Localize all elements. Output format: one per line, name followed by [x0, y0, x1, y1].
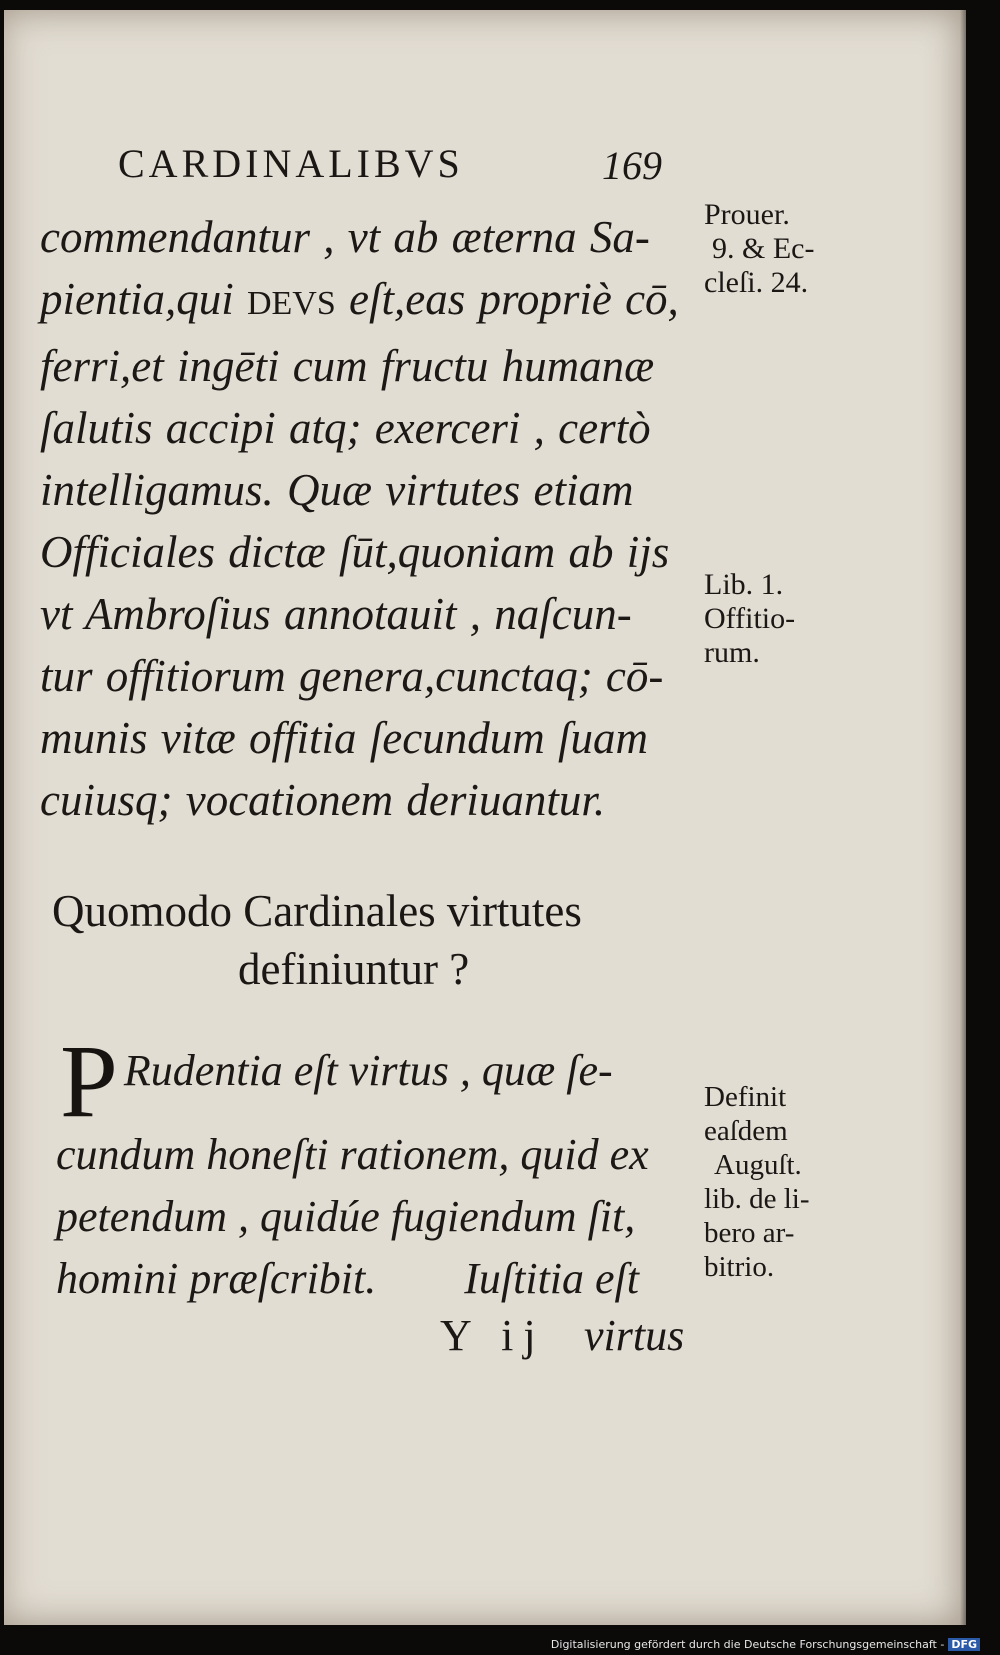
margin-line: Definit — [704, 1081, 787, 1113]
margin-line: cleſi. 24. — [704, 266, 809, 299]
margin-line: rum. — [704, 636, 760, 669]
margin-line: 9. & Ec- — [712, 232, 815, 265]
catchword: virtus — [584, 1311, 685, 1360]
margin-note-augustinus — [704, 1080, 810, 1284]
text-line: cundum honeſti rationem, quid ex — [56, 1130, 649, 1179]
text-line — [40, 707, 700, 769]
margin-line: bitrio. — [704, 1251, 775, 1283]
margin-note-ambrosius — [704, 568, 795, 670]
margin-line: Lib. 1. — [704, 568, 784, 601]
text-line — [40, 521, 700, 583]
dfg-logo: DFG — [948, 1638, 980, 1651]
signature-mark: Y ij — [440, 1311, 546, 1360]
text-line: homini præſcribit. Iuſtitia eſt — [56, 1254, 639, 1303]
paragraph-1 — [40, 206, 700, 831]
margin-note-prouerbia — [704, 198, 814, 300]
small-caps-word: DEVS — [246, 285, 336, 322]
text-line — [40, 583, 700, 645]
text-segment: pientia,qui — [40, 274, 247, 324]
text-line — [40, 335, 700, 397]
heading-line-1: Quomodo Cardinales virtutes — [52, 886, 582, 936]
page-number: 169 — [602, 143, 662, 188]
drop-capital: P — [60, 1024, 118, 1139]
book-page — [4, 10, 966, 1625]
text-segment: tur offitiorum genera,cunctaq; cō- — [40, 651, 664, 701]
digitization-credit — [551, 1638, 980, 1651]
text-segment: ſalutis accipi atq; exerceri , certò — [40, 403, 651, 453]
margin-line: Prouer. — [704, 198, 790, 231]
text-line — [40, 459, 700, 521]
text-line: Rudentia eſt virtus , quæ ſe- — [123, 1046, 613, 1095]
text-segment: Officiales dictæ ſūt,quoniam ab ijs — [40, 527, 670, 577]
text-segment: ferri,et ingēti cum fructu humanæ — [40, 341, 655, 391]
paragraph-2 — [56, 1024, 706, 1310]
text-line — [40, 769, 700, 831]
text-line — [40, 397, 700, 459]
margin-line: lib. de li- — [704, 1183, 810, 1215]
text-segment: eſt,eas propriè cō, — [335, 274, 679, 324]
running-head: CARDINALIBVS — [118, 141, 464, 186]
text-line — [40, 268, 700, 335]
text-segment: munis vitæ offitia ſecundum ſuam — [40, 713, 648, 763]
margin-line: eaſdem — [704, 1115, 788, 1147]
text-line: petendum , quidúe fugiendum ſit, — [56, 1192, 636, 1241]
margin-line: Auguſt. — [714, 1149, 802, 1181]
page-edge-shadow — [960, 10, 966, 1625]
text-segment: commendantur , vt ab æterna Sa- — [40, 212, 650, 262]
heading-line-2: definiuntur ? — [238, 944, 470, 994]
text-line — [40, 645, 700, 707]
margin-line: Offitio- — [704, 602, 796, 635]
text-line — [40, 206, 700, 268]
text-segment: intelligamus. Quæ virtutes etiam — [40, 465, 634, 515]
margin-line: bero ar- — [704, 1217, 795, 1249]
credit-text: Digitalisierung gefördert durch die Deutsche Forschungsgemeinschaft - — [550, 1638, 945, 1651]
text-segment: vt Ambroſius annotauit , naſcun- — [40, 589, 632, 639]
section-heading — [52, 882, 712, 998]
text-segment: cuiusq; vocationem deriuantur. — [40, 775, 606, 825]
